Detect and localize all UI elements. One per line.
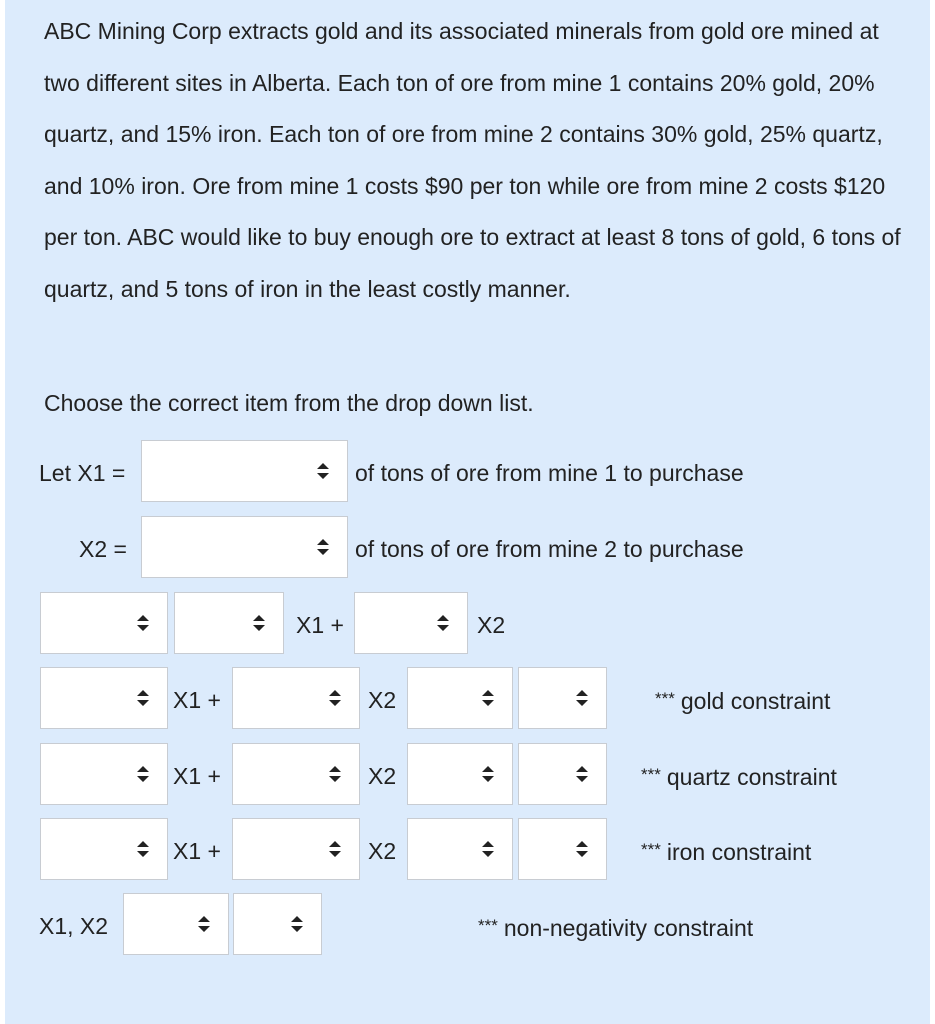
- up-down-arrow-icon: [437, 615, 449, 631]
- iron-x2-term: X2: [368, 838, 397, 864]
- objective-x2-term: X2: [477, 612, 506, 638]
- quartz-constraint-note: *** quartz constraint: [641, 764, 837, 790]
- objective-x2-coefficient-dropdown[interactable]: [354, 592, 468, 654]
- iron-operator-dropdown[interactable]: [407, 818, 513, 880]
- gold-x1-term: X1 +: [173, 687, 221, 713]
- up-down-arrow-icon: [253, 615, 265, 631]
- up-down-arrow-icon: [137, 615, 149, 631]
- up-down-arrow-icon: [329, 841, 341, 857]
- up-down-arrow-icon: [329, 690, 341, 706]
- quartz-x2-term: X2: [368, 763, 397, 789]
- up-down-arrow-icon: [482, 690, 494, 706]
- up-down-arrow-icon: [576, 690, 588, 706]
- gold-x2-term: X2: [368, 687, 397, 713]
- up-down-arrow-icon: [576, 766, 588, 782]
- up-down-arrow-icon: [137, 841, 149, 857]
- objective-x1-term: X1 +: [296, 612, 344, 638]
- objective-type-dropdown[interactable]: [40, 592, 168, 654]
- up-down-arrow-icon: [291, 916, 303, 932]
- quartz-x1-term: X1 +: [173, 763, 221, 789]
- up-down-arrow-icon: [482, 766, 494, 782]
- iron-x1-term: X1 +: [173, 838, 221, 864]
- up-down-arrow-icon: [317, 463, 329, 479]
- up-down-arrow-icon: [137, 766, 149, 782]
- quartz-x1-coefficient-dropdown[interactable]: [40, 743, 168, 805]
- iron-constraint-note: *** iron constraint: [641, 839, 812, 865]
- nonneg-variables: X1, X2: [39, 913, 109, 939]
- up-down-arrow-icon: [576, 841, 588, 857]
- gold-x1-coefficient-dropdown[interactable]: [40, 667, 168, 729]
- iron-x2-coefficient-dropdown[interactable]: [232, 818, 360, 880]
- quartz-rhs-dropdown[interactable]: [518, 743, 607, 805]
- iron-rhs-dropdown[interactable]: [518, 818, 607, 880]
- instructions: Choose the correct item from the drop down list.: [44, 390, 534, 416]
- gold-x2-coefficient-dropdown[interactable]: [232, 667, 360, 729]
- up-down-arrow-icon: [317, 539, 329, 555]
- up-down-arrow-icon: [198, 916, 210, 932]
- x1-label: Let X1 =: [39, 460, 126, 486]
- gold-constraint-note: *** gold constraint: [655, 688, 831, 714]
- up-down-arrow-icon: [329, 766, 341, 782]
- gold-rhs-dropdown[interactable]: [518, 667, 607, 729]
- x2-description: of tons of ore from mine 2 to purchase: [355, 536, 744, 562]
- up-down-arrow-icon: [137, 690, 149, 706]
- x1-definition-dropdown[interactable]: [141, 440, 348, 502]
- quartz-x2-coefficient-dropdown[interactable]: [232, 743, 360, 805]
- iron-x1-coefficient-dropdown[interactable]: [40, 818, 168, 880]
- gold-operator-dropdown[interactable]: [407, 667, 513, 729]
- nonneg-operator-dropdown[interactable]: [123, 893, 229, 955]
- objective-x1-coefficient-dropdown[interactable]: [174, 592, 284, 654]
- nonneg-constraint-note: *** non-negativity constraint: [478, 915, 754, 941]
- up-down-arrow-icon: [482, 841, 494, 857]
- quartz-operator-dropdown[interactable]: [407, 743, 513, 805]
- x1-description: of tons of ore from mine 1 to purchase: [355, 460, 744, 486]
- problem-statement: ABC Mining Corp extracts gold and its associated minerals from gold ore mined at two different sites in Alberta. Each ton of ore from mine 1 contains 20% gold, 20% quartz, and 15% iron. Each ton of ore from mine 2 contains 30% gold, 25% quartz, and 10% iron. Ore from mine 1 costs $90 per ton while ore from mine 2 costs $120 per ton. ABC would like to buy enough ore to extract at least 8 tons of gold, 6 tons of quartz, and 5 tons of iron in the least costly manner.: [44, 18, 901, 302]
- x2-label: X2 =: [79, 536, 127, 562]
- question-panel: [5, 0, 930, 1024]
- nonneg-rhs-dropdown[interactable]: [233, 893, 322, 955]
- x2-definition-dropdown[interactable]: [141, 516, 348, 578]
